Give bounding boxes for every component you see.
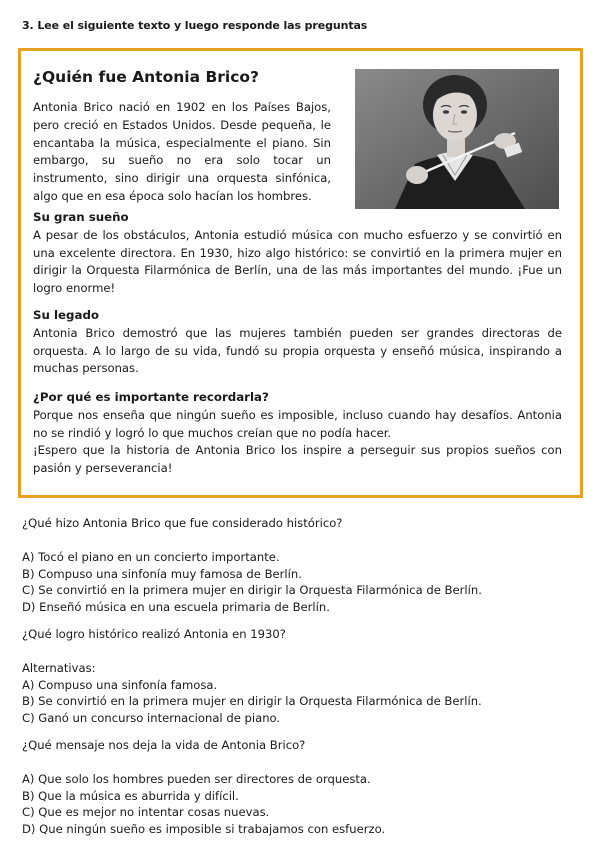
section-legado [33,307,562,378]
option-b: B) Que la música es aburrida y difícil. [22,788,239,803]
section3-heading: ¿Por qué es importante recordarla? [33,390,269,404]
option-a: A) Tocó el piano en un concierto importante. [22,549,280,564]
option-c: C) Se convirtió en la primera mujer en dirigir la Orquesta Filarmónica de Berlín. [22,583,482,598]
question-prompt: ¿Qué hizo Antonia Brico que fue considerado histórico? [22,516,343,530]
question-1 [22,515,482,616]
reading-box [18,48,583,498]
option-d: D) Que ningún sueño es imposible si trabajamos con esfuerzo. [22,822,386,837]
section3-text1: Porque nos enseña que ningún sueño es imposible, incluso cuando hay desafíos. Antonia no se rindió y logró lo que muchos creían que no podía hacer. [33,407,562,440]
option-b: B) Se convirtió en la primera mujer en dirigir la Orquesta Filarmónica de Berlín. [22,694,482,709]
section-gran-sueno [33,209,562,298]
section1-text: A pesar de los obstáculos, Antonia estudió música con mucho esfuerzo y se convirtió en una excelente directora. En 1930, hizo algo histórico: se convirtió en la primera mujer en dirigir la Orquesta Filarmónica de Berlín, una de las más importantes del mundo. ¡Fue un logro enorme! [33,227,562,296]
option-b: B) Compuso una sinfonía muy famosa de Berlín. [22,566,302,581]
option-c: C) Ganó un concurso internacional de piano. [22,711,281,726]
section1-heading: Su gran sueño [33,210,129,224]
section-importancia [33,389,562,478]
portrait-image [355,69,559,209]
question-prompt: ¿Qué mensaje nos deja la vida de Antonia Brico? [22,738,306,752]
option-a: A) Compuso una sinfonía famosa. [22,677,218,692]
antonia-brico-photo [355,69,559,209]
alternatives-label: Alternativas: [22,660,96,675]
instruction: 3. Lee el siguiente texto y luego responde las preguntas [22,19,368,32]
intro-paragraph: Antonia Brico nació en 1902 en los Países Bajos, pero creció en Estados Unidos. Desde pequeña, le encantaba la música, especialmente el piano. Sin embargo, su sueño no era solo tocar un instrumento, sino dirigir una orquesta sinfónica, algo que en esa época solo hacían los hombres. [33,100,331,203]
question-3 [22,737,385,838]
option-d: D) Enseñó música en una escuela primaria de Berlín. [22,600,330,615]
section2-heading: Su legado [33,308,100,322]
option-c: C) Que es mejor no intentar cosas nuevas. [22,805,270,820]
section2-text: Antonia Brico demostró que las mujeres también pueden ser grandes directoras de orquesta. A lo largo de su vida, fundó su propia orquesta y enseñó música, inspirando a muchas personas. [33,325,562,376]
option-a: A) Que solo los hombres pueden ser directores de orquesta. [22,771,371,786]
question-prompt: ¿Qué logro histórico realizó Antonia en 1930? [22,627,286,641]
section3-text2: ¡Espero que la historia de Antonia Brico los inspire a perseguir sus propios sueños con pasión y perseverancia! [33,443,562,476]
question-2 [22,626,482,727]
reading-title: ¿Quién fue Antonia Brico? [33,68,260,86]
